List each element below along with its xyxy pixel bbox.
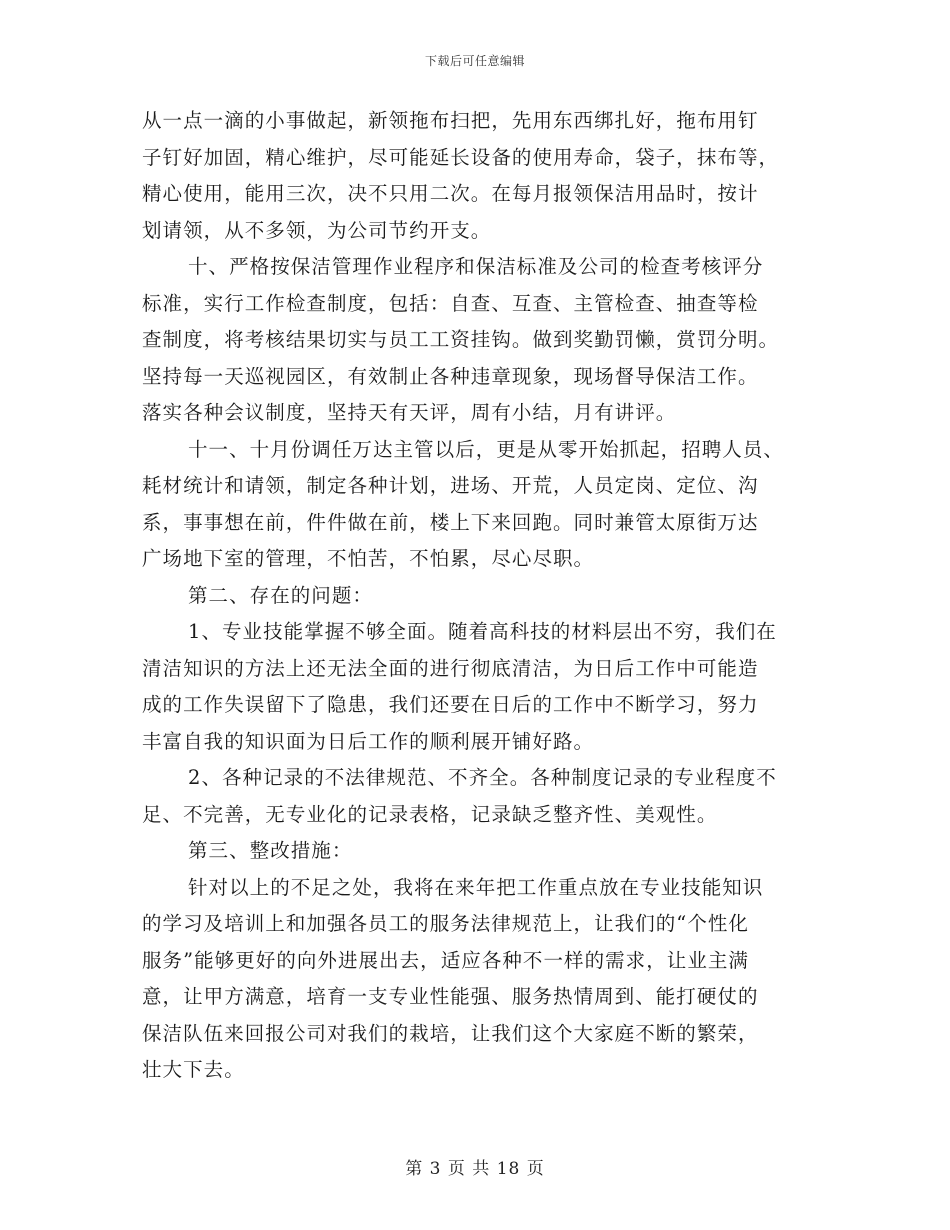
text-line: 足、不完善，无专业化的记录表格，记录缺乏整齐性、美观性。 bbox=[142, 802, 718, 826]
document-body bbox=[142, 103, 814, 1089]
text-line: 第二、存在的问题： bbox=[188, 583, 373, 607]
text-line: 清洁知识的方法上还无法全面的进行彻底清洁，为日后工作中可能造 bbox=[142, 656, 759, 680]
text-line: 耗材统计和请领，制定各种计划，进场、开荒，人员定岗、定位、沟 bbox=[142, 474, 759, 497]
text-line: 意，让甲方满意，培育一支专业性能强、服务热情周到、能打硬仗的 bbox=[142, 985, 759, 1008]
text-line: 服务”能够更好的向外进展出去，适应各种不一样的需求，让业主满 bbox=[142, 948, 749, 972]
text-line: 查制度，将考核结果切实与员工工资挂钩。做到奖勤罚懒，赏罚分明。 bbox=[142, 328, 780, 351]
page-number: 第 3 页 共 18 页 bbox=[405, 1159, 545, 1179]
text-line: 划请领，从不多领，为公司节约开支。 bbox=[142, 218, 492, 242]
text-line: 的学习及培训上和加强各员工的服务法律规范上，让我们的“个性化 bbox=[142, 912, 749, 935]
text-line: 壮大下去。 bbox=[142, 1058, 245, 1081]
text-line: 1、专业技能掌握不够全面。随着高科技的材料层出不穷，我们在 bbox=[188, 620, 777, 643]
text-line: 保洁队伍来回报公司对我们的栽培，让我们这个大家庭不断的繁荣， bbox=[142, 1021, 759, 1045]
text-line: 系，事事想在前，件件做在前，楼上下来回跑。同时兼管太原街万达 bbox=[142, 510, 759, 534]
text-line: 第三、整改措施： bbox=[188, 839, 353, 862]
text-line: 坚持每一天巡视园区，有效制止各种违章现象，现场督导保洁工作。 bbox=[142, 364, 759, 388]
text-line: 成的工作失误留下了隐患，我们还要在日后的工作中不断学习，努力 bbox=[142, 693, 759, 716]
text-line: 丰富自我的知识面为日后工作的顺利展开铺好路。 bbox=[142, 729, 595, 753]
text-line: 精心使用，能用三次，决不只用二次。在每月报领保洁用品时，按计 bbox=[142, 182, 759, 205]
text-line: 标准，实行工作检查制度，包括：自查、互查、主管检查、抽查等检 bbox=[142, 291, 759, 315]
text-line: 子钉好加固，精心维护，尽可能延长设备的使用寿命，袋子，抹布等， bbox=[142, 145, 780, 169]
text-line: 2、各种记录的不法律规范、不齐全。各种制度记录的专业程度不 bbox=[188, 766, 777, 789]
text-line: 落实各种会议制度，坚持天有天评，周有小结，月有讲评。 bbox=[142, 401, 677, 424]
text-line: 从一点一滴的小事做起，新领拖布扫把，先用东西绑扎好，拖布用钉 bbox=[142, 109, 759, 132]
page-header: 下载后可任意编辑 bbox=[424, 54, 525, 68]
text-line: 广场地下室的管理，不怕苦，不怕累，尽心尽职。 bbox=[142, 547, 595, 570]
text-line: 十一、十月份调任万达主管以后，更是从零开始抓起，招聘人员、 bbox=[188, 437, 784, 461]
text-line: 十、严格按保洁管理作业程序和保洁标准及公司的检查考核评分 bbox=[188, 255, 764, 278]
text-line: 针对以上的不足之处，我将在来年把工作重点放在专业技能知识 bbox=[188, 875, 764, 899]
